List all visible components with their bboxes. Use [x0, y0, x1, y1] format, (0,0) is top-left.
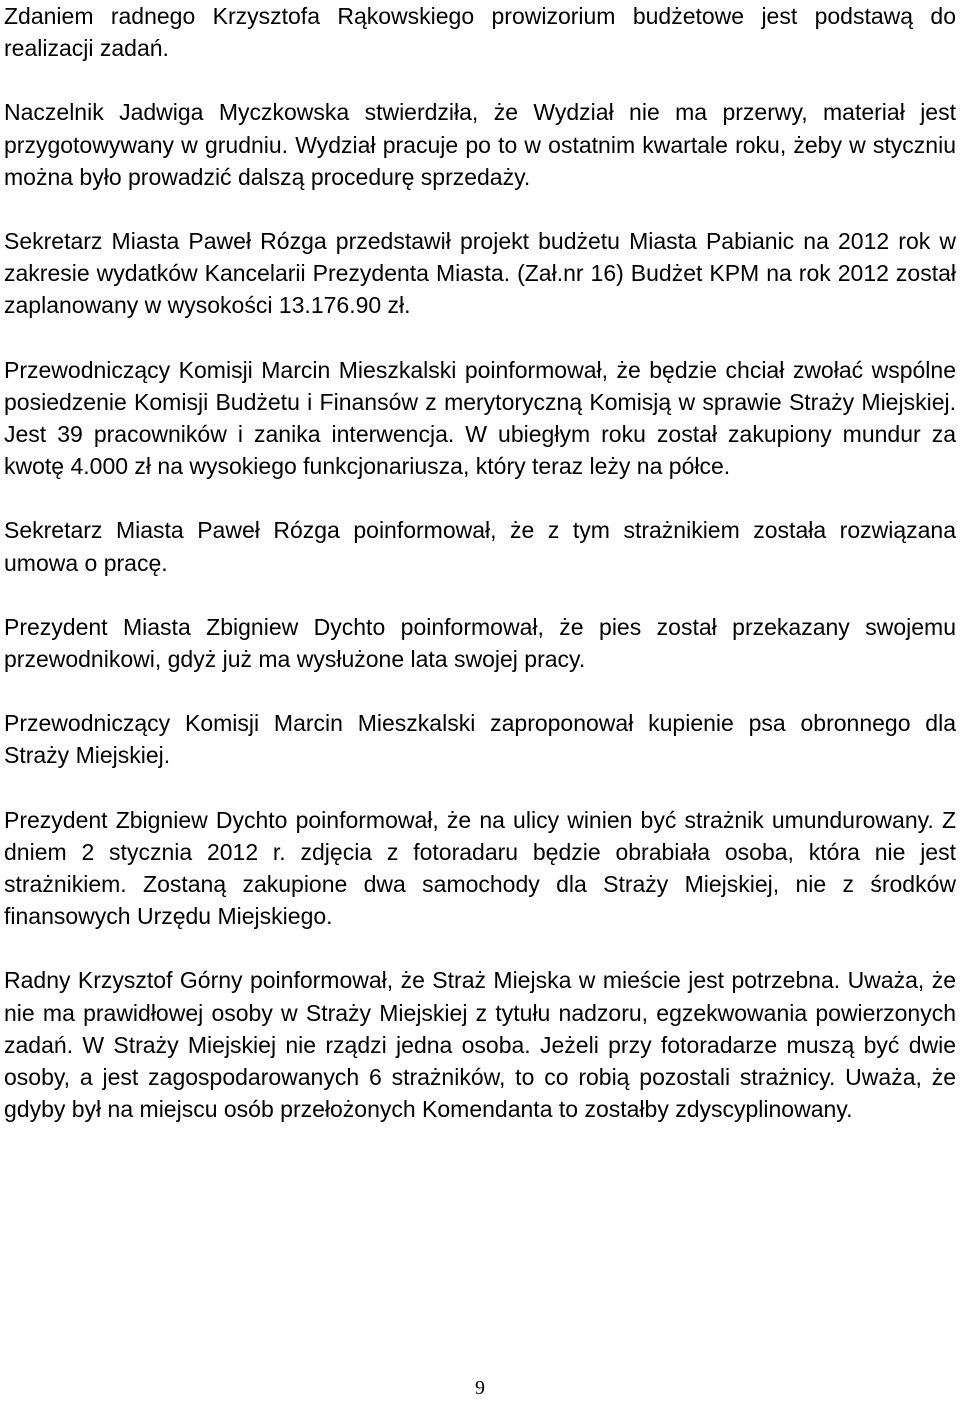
paragraph-budget-provisional: Zdaniem radnego Krzysztofa Rąkowskiego prowizorium budżetowe jest podstawą do realizacji zadań.: [4, 3, 956, 62]
paragraph-joint-session: Przewodniczący Komisji Marcin Mieszkalski poinformował, że będzie chciał zwołać wspólne posiedzenie Komisji Budżetu i Finansów z merytoryczną Komisją w sprawie Straży Miejskiej. Jest 39 pracowników i zanika interwencja. W ubiegłym roku został zakupiony mundur za kwotę 4.000 zł na wysokiego funkcjonariusza, który teraz leży na półce.: [4, 356, 956, 480]
paragraph-uniformed-guard: Prezydent Zbigniew Dychto poinformował, że na ulicy winien być strażnik umundurowany. Z dniem 2 stycznia 2012 r. zdjęcia z fotoradaru będzie obrabiała osoba, która nie jest strażnikiem. Zostaną zakupione dwa samochody dla Straży Miejskiej, nie z środków finansowych Urzędu Miejskiego.: [4, 806, 956, 930]
paragraph-guard-dog-proposal: Przewodniczący Komisji Marcin Mieszkalski zaproponował kupienie psa obronnego dla Straży Miejskiej.: [4, 710, 956, 769]
paragraph-municipal-guard-needed: Radny Krzysztof Górny poinformował, że Straż Miejska w mieście jest potrzebna. Uważa, że nie ma prawidłowej osoby w Straży Miejskiej z tytułu nadzoru, egzekwowania powierzonych zadań. W Straży Miejskiej nie rządzi jedna osoba. Jeżeli przy fotoradarze muszą być dwie osoby, a jest zagospodarowanych 6 strażników, to co robią pozostali strażnicy. Uważa, że gdyby był na miejscu osób przełożonych Komendanta to zostałby zdyscyplinowany.: [4, 967, 956, 1123]
paragraph-department-sale: Naczelnik Jadwiga Myczkowska stwierdziła, że Wydział nie ma przerwy, materiał jest przygotowywany w grudniu. Wydział pracuje po to w ostatnim kwartale roku, żeby w styczniu można było prowadzić dalszą procedurę sprzedaży.: [4, 99, 956, 190]
paragraph-kpm-budget: Sekretarz Miasta Paweł Rózga przedstawił projekt budżetu Miasta Pabianic na 2012 rok w zakresie wydatków Kancelarii Prezydenta Miasta. (Zał.nr 16) Budżet KPM na rok 2012 został zaplanowany w wysokości 13.176.90 zł.: [4, 228, 956, 319]
paragraph-dog-handover: Prezydent Miasta Zbigniew Dychto poinformował, że pies został przekazany swojemu przewodnikowi, gdyż już ma wysłużone lata swojej pracy.: [4, 613, 956, 673]
page-number: 9: [475, 1377, 485, 1399]
paragraph-contract-terminated: Sekretarz Miasta Paweł Rózga poinformował, że z tym strażnikiem została rozwiązana umowa o pracę.: [4, 517, 956, 576]
document-body: [4, 0, 956, 1157]
